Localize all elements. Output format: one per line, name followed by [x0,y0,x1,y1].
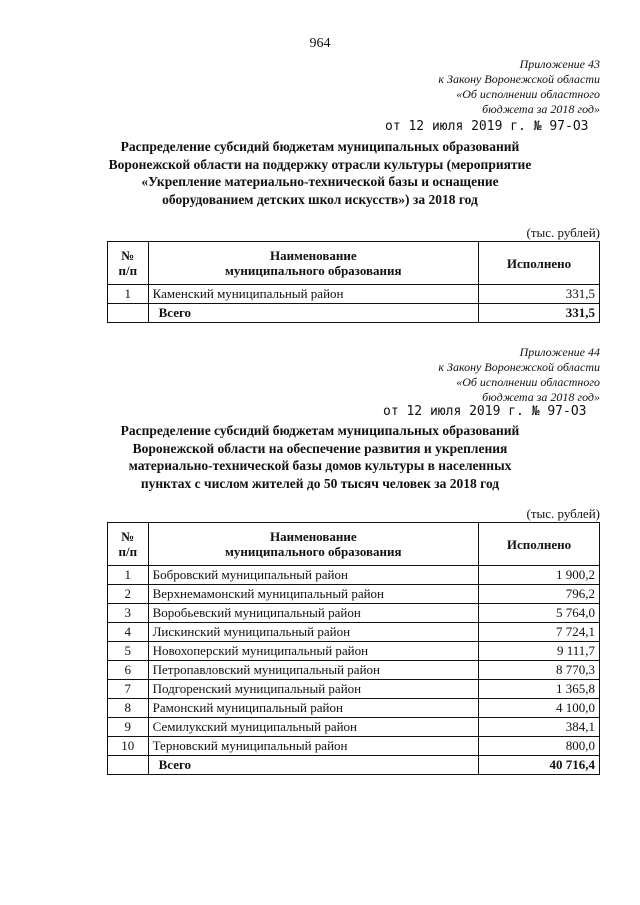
appendix-44-decree: от 12 июля 2019 г. № 97-ОЗ [383,404,587,419]
total-label: Всего [148,756,478,775]
row-value: 796,2 [479,585,600,604]
row-value: 8 770,3 [479,661,600,680]
section-43-title-line: «Укрепление материально-технической базы и оснащение [141,174,499,189]
header-number: № п/п [108,242,149,285]
row-name: Бобровский муниципальный район [148,566,478,585]
table-total-row [108,304,600,323]
row-value: 800,0 [479,737,600,756]
row-number: 8 [108,699,149,718]
row-name: Терновский муниципальный район [148,737,478,756]
row-value: 1 365,8 [479,680,600,699]
row-value: 4 100,0 [479,699,600,718]
section-44-unit: (тыс. рублей) [526,506,600,521]
appendix-44-label: Приложение 44 [519,345,600,359]
section-43-table [107,241,600,323]
section-44-table [107,522,600,775]
row-number: 1 [108,566,149,585]
table-row [108,623,600,642]
row-name: Каменский муниципальный район [148,285,478,304]
row-name: Верхнемамонский муниципальный район [148,585,478,604]
table-row [108,661,600,680]
table-row [108,680,600,699]
row-value: 5 764,0 [479,604,600,623]
table-row [108,585,600,604]
total-value: 40 716,4 [479,756,600,775]
table-header-row [108,242,600,285]
appendix-43-law-line: к Закону Воронежской области [438,72,600,86]
appendix-43-law-title-1: «Об исполнении областного [456,87,600,101]
section-43-title-line: оборудованием детских школ искусств») за 2018 год [162,191,478,207]
row-value: 9 111,7 [479,642,600,661]
row-number: 4 [108,623,149,642]
table-row [108,285,600,304]
row-value: 331,5 [478,285,599,304]
page-number: 964 [309,36,331,51]
appendix-44-law-title-2: бюджета за 2018 год» [482,390,600,404]
header-number: № п/п [108,523,149,566]
total-number-cell [108,304,149,323]
row-name: Рамонский муниципальный район [148,699,478,718]
row-name: Семилукский муниципальный район [148,718,478,737]
row-number: 2 [108,585,149,604]
total-value: 331,5 [478,304,599,323]
appendix-44-law-title-1: «Об исполнении областного [456,375,600,389]
total-label: Всего [148,304,478,323]
row-number: 1 [108,285,149,304]
appendix-43-label: Приложение 43 [519,57,600,71]
table-total-row [108,756,600,775]
row-name: Петропавловский муниципальный район [148,661,478,680]
section-44-title-line: материально-технической базы домов культуры в населенных [128,458,512,473]
section-44-title [90,422,550,492]
row-number: 7 [108,680,149,699]
header-name: Наименование муниципального образования [148,242,478,285]
table-header-row [108,523,600,566]
section-43-unit: (тыс. рублей) [526,225,600,240]
header-name: Наименование муниципального образования [148,523,478,566]
table-row [108,699,600,718]
row-name: Новохоперский муниципальный район [148,642,478,661]
table-row [108,737,600,756]
appendix-44-law-line: к Закону Воронежской области [438,360,600,374]
appendix-44-header [438,345,600,405]
row-value: 1 900,2 [479,566,600,585]
total-number-cell [108,756,149,775]
row-name: Подгоренский муниципальный район [148,680,478,699]
row-number: 6 [108,661,149,680]
header-value: Исполнено [478,242,599,285]
row-number: 5 [108,642,149,661]
header-value: Исполнено [479,523,600,566]
section-43-title-line: Распределение субсидий бюджетам муниципальных образований [120,139,520,154]
table-row [108,642,600,661]
table-row [108,718,600,737]
section-44-title-line: пунктах с числом жителей до 50 тысяч человек за 2018 год [140,475,500,491]
row-value: 7 724,1 [479,623,600,642]
row-number: 10 [108,737,149,756]
section-43-title [90,138,550,208]
table-row [108,566,600,585]
appendix-43-header [438,57,600,117]
row-number: 9 [108,718,149,737]
appendix-43-law-title-2: бюджета за 2018 год» [482,102,600,116]
row-number: 3 [108,604,149,623]
section-44-title-line: Воронежской области на обеспечение развития и укрепления [132,440,508,456]
row-value: 384,1 [479,718,600,737]
appendix-43-decree: от 12 июля 2019 г. № 97-ОЗ [385,119,589,134]
row-name: Воробьевский муниципальный район [148,604,478,623]
section-43-title-line: Воронежской области на поддержку отрасли культуры (мероприятие [108,156,532,172]
row-name: Лискинский муниципальный район [148,623,478,642]
section-44-title-line: Распределение субсидий бюджетам муниципальных образований [120,423,520,438]
table-row [108,604,600,623]
